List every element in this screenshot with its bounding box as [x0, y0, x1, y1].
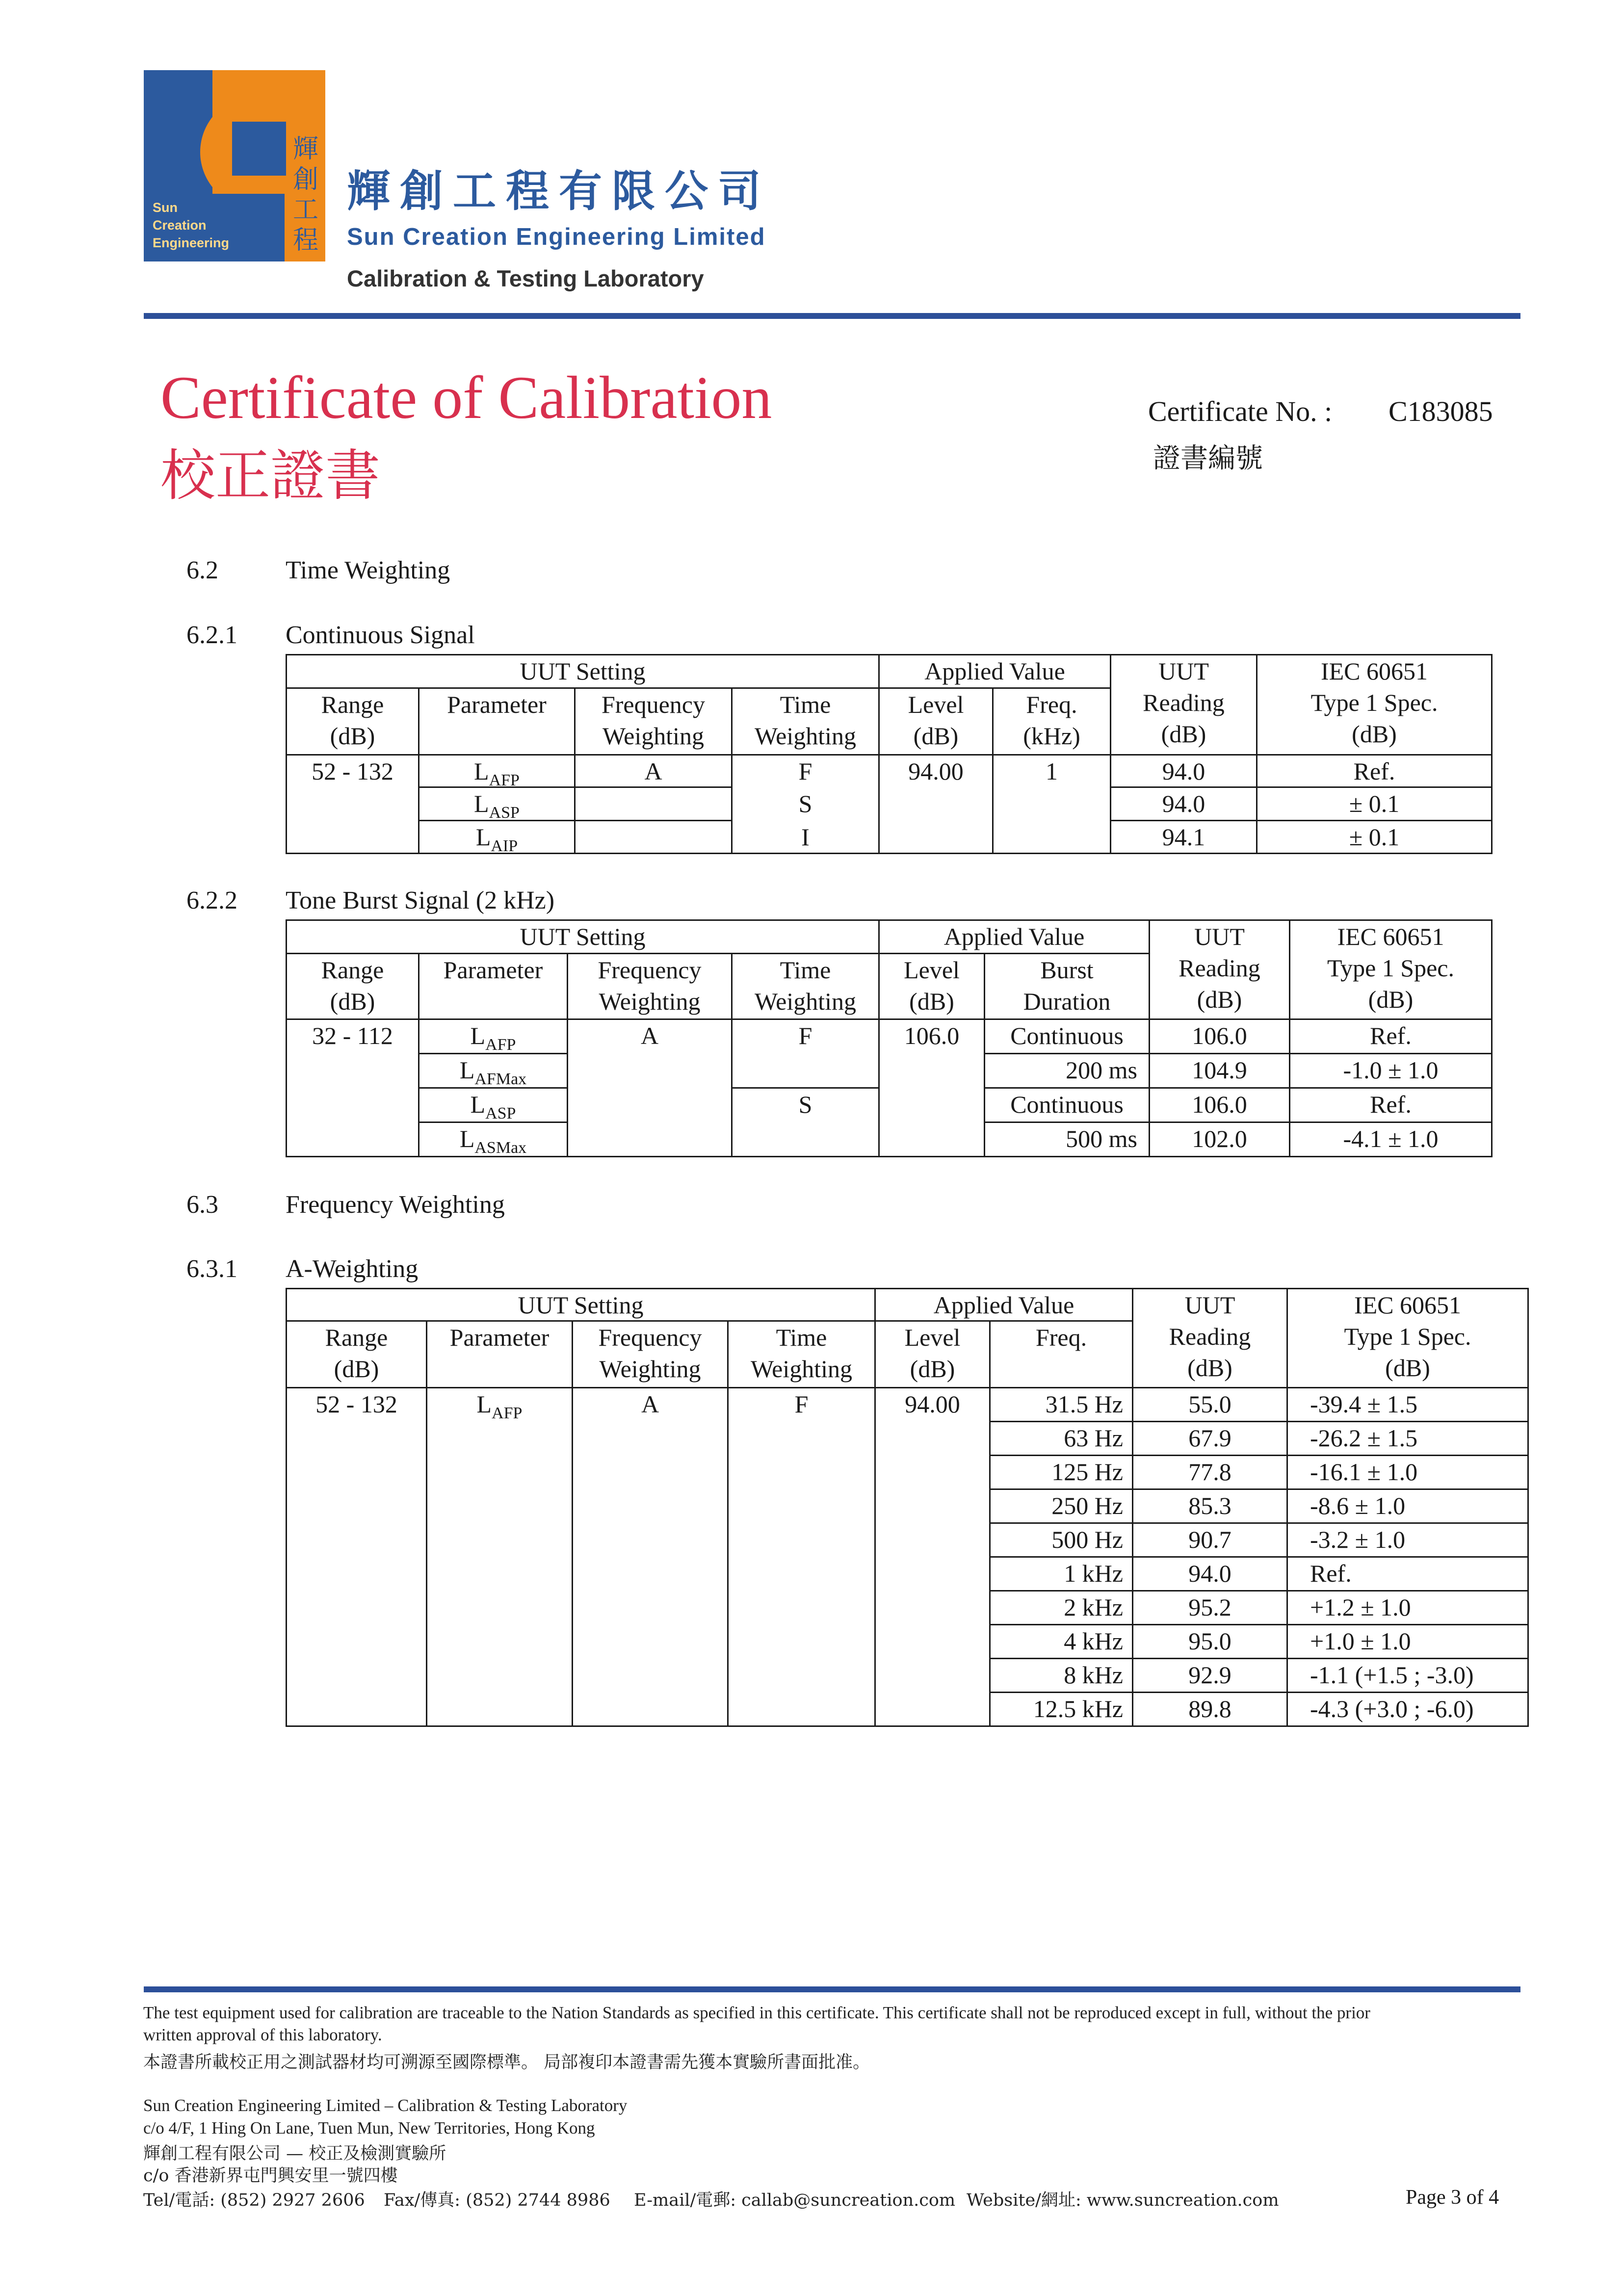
burst-duration-value: Continuous: [1010, 1022, 1124, 1049]
freq-header: Freq. (kHz): [1023, 691, 1080, 750]
spec-value: +1.2 ± 1.0: [1310, 1593, 1411, 1621]
level-value: 94.00: [908, 757, 964, 785]
uut-reading-value: 92.9: [1188, 1661, 1231, 1689]
spec-value: Ref.: [1370, 1091, 1412, 1118]
website: Website/網址: www.suncreation.com: [967, 2191, 1279, 2210]
section-number: 6.2.2: [186, 887, 237, 914]
telephone: Tel/電話: (852) 2927 2606: [143, 2191, 365, 2210]
spec-value: -1.0 ± 1.0: [1343, 1056, 1439, 1084]
time-weighting-value: S: [798, 790, 812, 817]
certificate-title: Certificate of Calibration: [160, 364, 772, 431]
freq-value: 250 Hz: [1051, 1492, 1123, 1519]
uut-reading-value: 94.1: [1162, 823, 1205, 851]
frequency-weighting-value: A: [641, 1390, 659, 1418]
uut-setting-header: UUT Setting: [518, 1291, 644, 1319]
section-number: 6.2: [186, 556, 218, 584]
section-number: 6.2.1: [186, 621, 237, 649]
freq-value: 500 Hz: [1051, 1526, 1123, 1553]
address-line-chinese: 輝創工程有限公司 — 校正及檢測實驗所: [143, 2144, 446, 2164]
uut-reading-value: 89.8: [1188, 1695, 1231, 1722]
uut-reading-value: 95.2: [1188, 1593, 1231, 1621]
time-weighting-value: F: [798, 1022, 812, 1049]
level-header: Level (dB): [904, 956, 960, 1015]
applied-value-header: Applied Value: [943, 923, 1085, 950]
uut-reading-value: 55.0: [1188, 1390, 1231, 1418]
spec-value: -4.1 ± 1.0: [1343, 1125, 1439, 1152]
disclaimer-text: written approval of this laboratory.: [143, 2025, 382, 2044]
logo-vertical-characters: 輝 創 工 程: [292, 134, 318, 255]
disclaimer-text: The test equipment used for calibration are traceable to the Nation Standards as specified in this certificate. This certificate shall not be reproduced except in full, without the prior: [143, 2003, 1370, 2022]
spec-value: -26.2 ± 1.5: [1310, 1424, 1418, 1452]
parameter-value: $L_{AIP}$: [475, 823, 518, 855]
frequency-weighting-value: A: [640, 1022, 659, 1049]
section-number: 6.3.1: [186, 1255, 237, 1283]
spec-value: Ref.: [1370, 1022, 1412, 1049]
level-header: Level (dB): [904, 1324, 961, 1383]
section-number: 6.3: [186, 1191, 218, 1219]
spec-value: -1.1 (+1.5 ; -3.0): [1310, 1661, 1474, 1689]
spec-value: -8.6 ± 1.0: [1310, 1492, 1406, 1519]
company-name-english: Sun Creation Engineering Limited: [347, 224, 766, 250]
uut-reading-header: UUT Reading (dB): [1143, 657, 1225, 748]
company-name-chinese: 輝創工程有限公司: [347, 166, 771, 216]
time-weighting-header: Time Weighting: [754, 691, 857, 750]
parameter-header: Parameter: [447, 691, 547, 718]
section-title: A-Weighting: [286, 1255, 419, 1283]
time-weighting-value: S: [798, 1091, 812, 1118]
parameter-value: $L_{AFP}$: [470, 1022, 516, 1054]
uut-setting-header: UUT Setting: [520, 923, 646, 950]
frequency-weighting-value: A: [644, 757, 662, 785]
spec-value: -39.4 ± 1.5: [1310, 1390, 1418, 1418]
uut-reading-value: 106.0: [1192, 1091, 1247, 1118]
frequency-weighting-header: Frequency Weighting: [598, 956, 702, 1015]
parameter-header: Parameter: [443, 956, 543, 984]
spec-value: +1.0 ± 1.0: [1310, 1627, 1411, 1655]
certificate-number-label: Certificate No. :: [1148, 395, 1333, 427]
freq-value: 63 Hz: [1064, 1424, 1123, 1452]
time-weighting-value: F: [794, 1390, 809, 1418]
uut-reading-value: 85.3: [1188, 1492, 1231, 1519]
parameter-value: $L_{ASP}$: [470, 1091, 516, 1122]
uut-reading-header: UUT Reading (dB): [1179, 923, 1260, 1013]
level-value: 94.00: [905, 1390, 960, 1418]
level-value: 106.0: [904, 1022, 960, 1049]
uut-reading-header: UUT Reading (dB): [1169, 1291, 1251, 1382]
spec-value: Ref.: [1310, 1560, 1352, 1587]
applied-value-header: Applied Value: [933, 1291, 1074, 1319]
certificate-number-label-chinese: 證書編號: [1153, 443, 1263, 474]
time-weighting-header: Time Weighting: [750, 1324, 853, 1383]
level-header: Level (dB): [908, 691, 964, 750]
time-weighting-value: I: [801, 823, 810, 851]
uut-reading-value: 77.8: [1188, 1458, 1231, 1486]
uut-reading-value: 94.0: [1162, 790, 1205, 817]
range-value: 52 - 132: [315, 1390, 397, 1418]
freq-value: 1 kHz: [1064, 1560, 1123, 1587]
spec-value: -16.1 ± 1.0: [1310, 1458, 1418, 1486]
iec-spec-header: IEC 60651 Type 1 Spec. (dB): [1344, 1291, 1471, 1382]
uut-reading-value: 104.9: [1192, 1056, 1247, 1084]
freq-value: 2 kHz: [1064, 1593, 1123, 1621]
email: E-mail/電郵: callab@suncreation.com: [634, 2191, 956, 2210]
applied-value-header: Applied Value: [924, 657, 1065, 685]
freq-value: 4 kHz: [1064, 1627, 1123, 1655]
footer-divider: [144, 1986, 1520, 1992]
range-header: Range (dB): [321, 956, 384, 1015]
iec-spec-header: IEC 60651 Type 1 Spec. (dB): [1327, 923, 1454, 1013]
spec-value: -4.3 (+3.0 ; -6.0): [1310, 1695, 1474, 1722]
uut-reading-value: 106.0: [1192, 1022, 1247, 1049]
uut-reading-value: 95.0: [1188, 1627, 1231, 1655]
iec-spec-header: IEC 60651 Type 1 Spec. (dB): [1310, 657, 1438, 748]
time-weighting-value: F: [798, 757, 812, 785]
company-logo: [144, 70, 325, 261]
parameter-value: $L_{AFMax}$: [459, 1056, 527, 1088]
address-line: c/o 4/F, 1 Hing On Lane, Tuen Mun, New Territories, Hong Kong: [143, 2118, 595, 2138]
logo-text: Sun Creation Engineering: [153, 200, 230, 250]
time-weighting-header: Time Weighting: [754, 956, 857, 1015]
section-title: Tone Burst Signal (2 kHz): [286, 887, 555, 914]
spec-value: -3.2 ± 1.0: [1310, 1526, 1406, 1553]
uut-reading-value: 94.0: [1162, 757, 1205, 785]
disclaimer-text-chinese: 本證書所載校正用之測試器材均可溯源至國際標準。 局部複印本證書需先獲本實驗所書面批准。: [143, 2053, 870, 2072]
spec-value: ± 0.1: [1349, 823, 1400, 851]
page-number: Page 3 of 4: [1406, 2186, 1499, 2209]
range-value: 52 - 132: [312, 757, 393, 785]
burst-duration-value: 200 ms: [1066, 1056, 1137, 1084]
section-title: Time Weighting: [286, 556, 450, 584]
section-title: Continuous Signal: [286, 621, 475, 649]
spec-value: ± 0.1: [1349, 790, 1400, 817]
freq-value: 12.5 kHz: [1033, 1695, 1123, 1722]
certificate-number: C183085: [1388, 395, 1493, 427]
burst-duration-header: Burst Duration: [1023, 956, 1111, 1015]
certificate-title-chinese: 校正證書: [160, 444, 380, 508]
parameter-value: $L_{AFP}$: [474, 757, 520, 789]
fax: Fax/傳真: (852) 2744 8986: [384, 2191, 610, 2210]
range-header: Range (dB): [321, 691, 384, 750]
freq-value: 1: [1046, 757, 1058, 785]
freq-value: 31.5 Hz: [1045, 1390, 1123, 1418]
parameter-header: Parameter: [449, 1324, 550, 1351]
uut-reading-value: 90.7: [1188, 1526, 1231, 1553]
address-line-chinese: c/o 香港新界屯門興安里一號四樓: [143, 2166, 398, 2186]
parameter-value: $L_{AFP}$: [476, 1390, 523, 1422]
address-line: Sun Creation Engineering Limited – Calibration & Testing Laboratory: [143, 2096, 628, 2115]
frequency-weighting-header: Frequency Weighting: [601, 691, 706, 750]
range-value: 32 - 112: [312, 1022, 393, 1049]
parameter-value: $L_{ASMax}$: [459, 1125, 527, 1157]
range-header: Range (dB): [325, 1324, 388, 1383]
section-title: Frequency Weighting: [286, 1191, 505, 1219]
burst-duration-value: 500 ms: [1066, 1125, 1137, 1152]
freq-value: 125 Hz: [1051, 1458, 1123, 1486]
uut-reading-value: 67.9: [1188, 1424, 1231, 1452]
laboratory-name: Calibration & Testing Laboratory: [347, 265, 704, 291]
header-divider: [144, 313, 1520, 319]
freq-value: 8 kHz: [1064, 1661, 1123, 1689]
burst-duration-value: Continuous: [1010, 1091, 1124, 1118]
uut-reading-value: 102.0: [1192, 1125, 1247, 1152]
uut-reading-value: 94.0: [1188, 1560, 1231, 1587]
freq-header: Freq.: [1035, 1324, 1087, 1351]
parameter-value: $L_{ASP}$: [474, 790, 520, 822]
frequency-weighting-header: Frequency Weighting: [598, 1324, 702, 1383]
spec-value: Ref.: [1353, 757, 1395, 785]
uut-setting-header: UUT Setting: [520, 657, 646, 685]
